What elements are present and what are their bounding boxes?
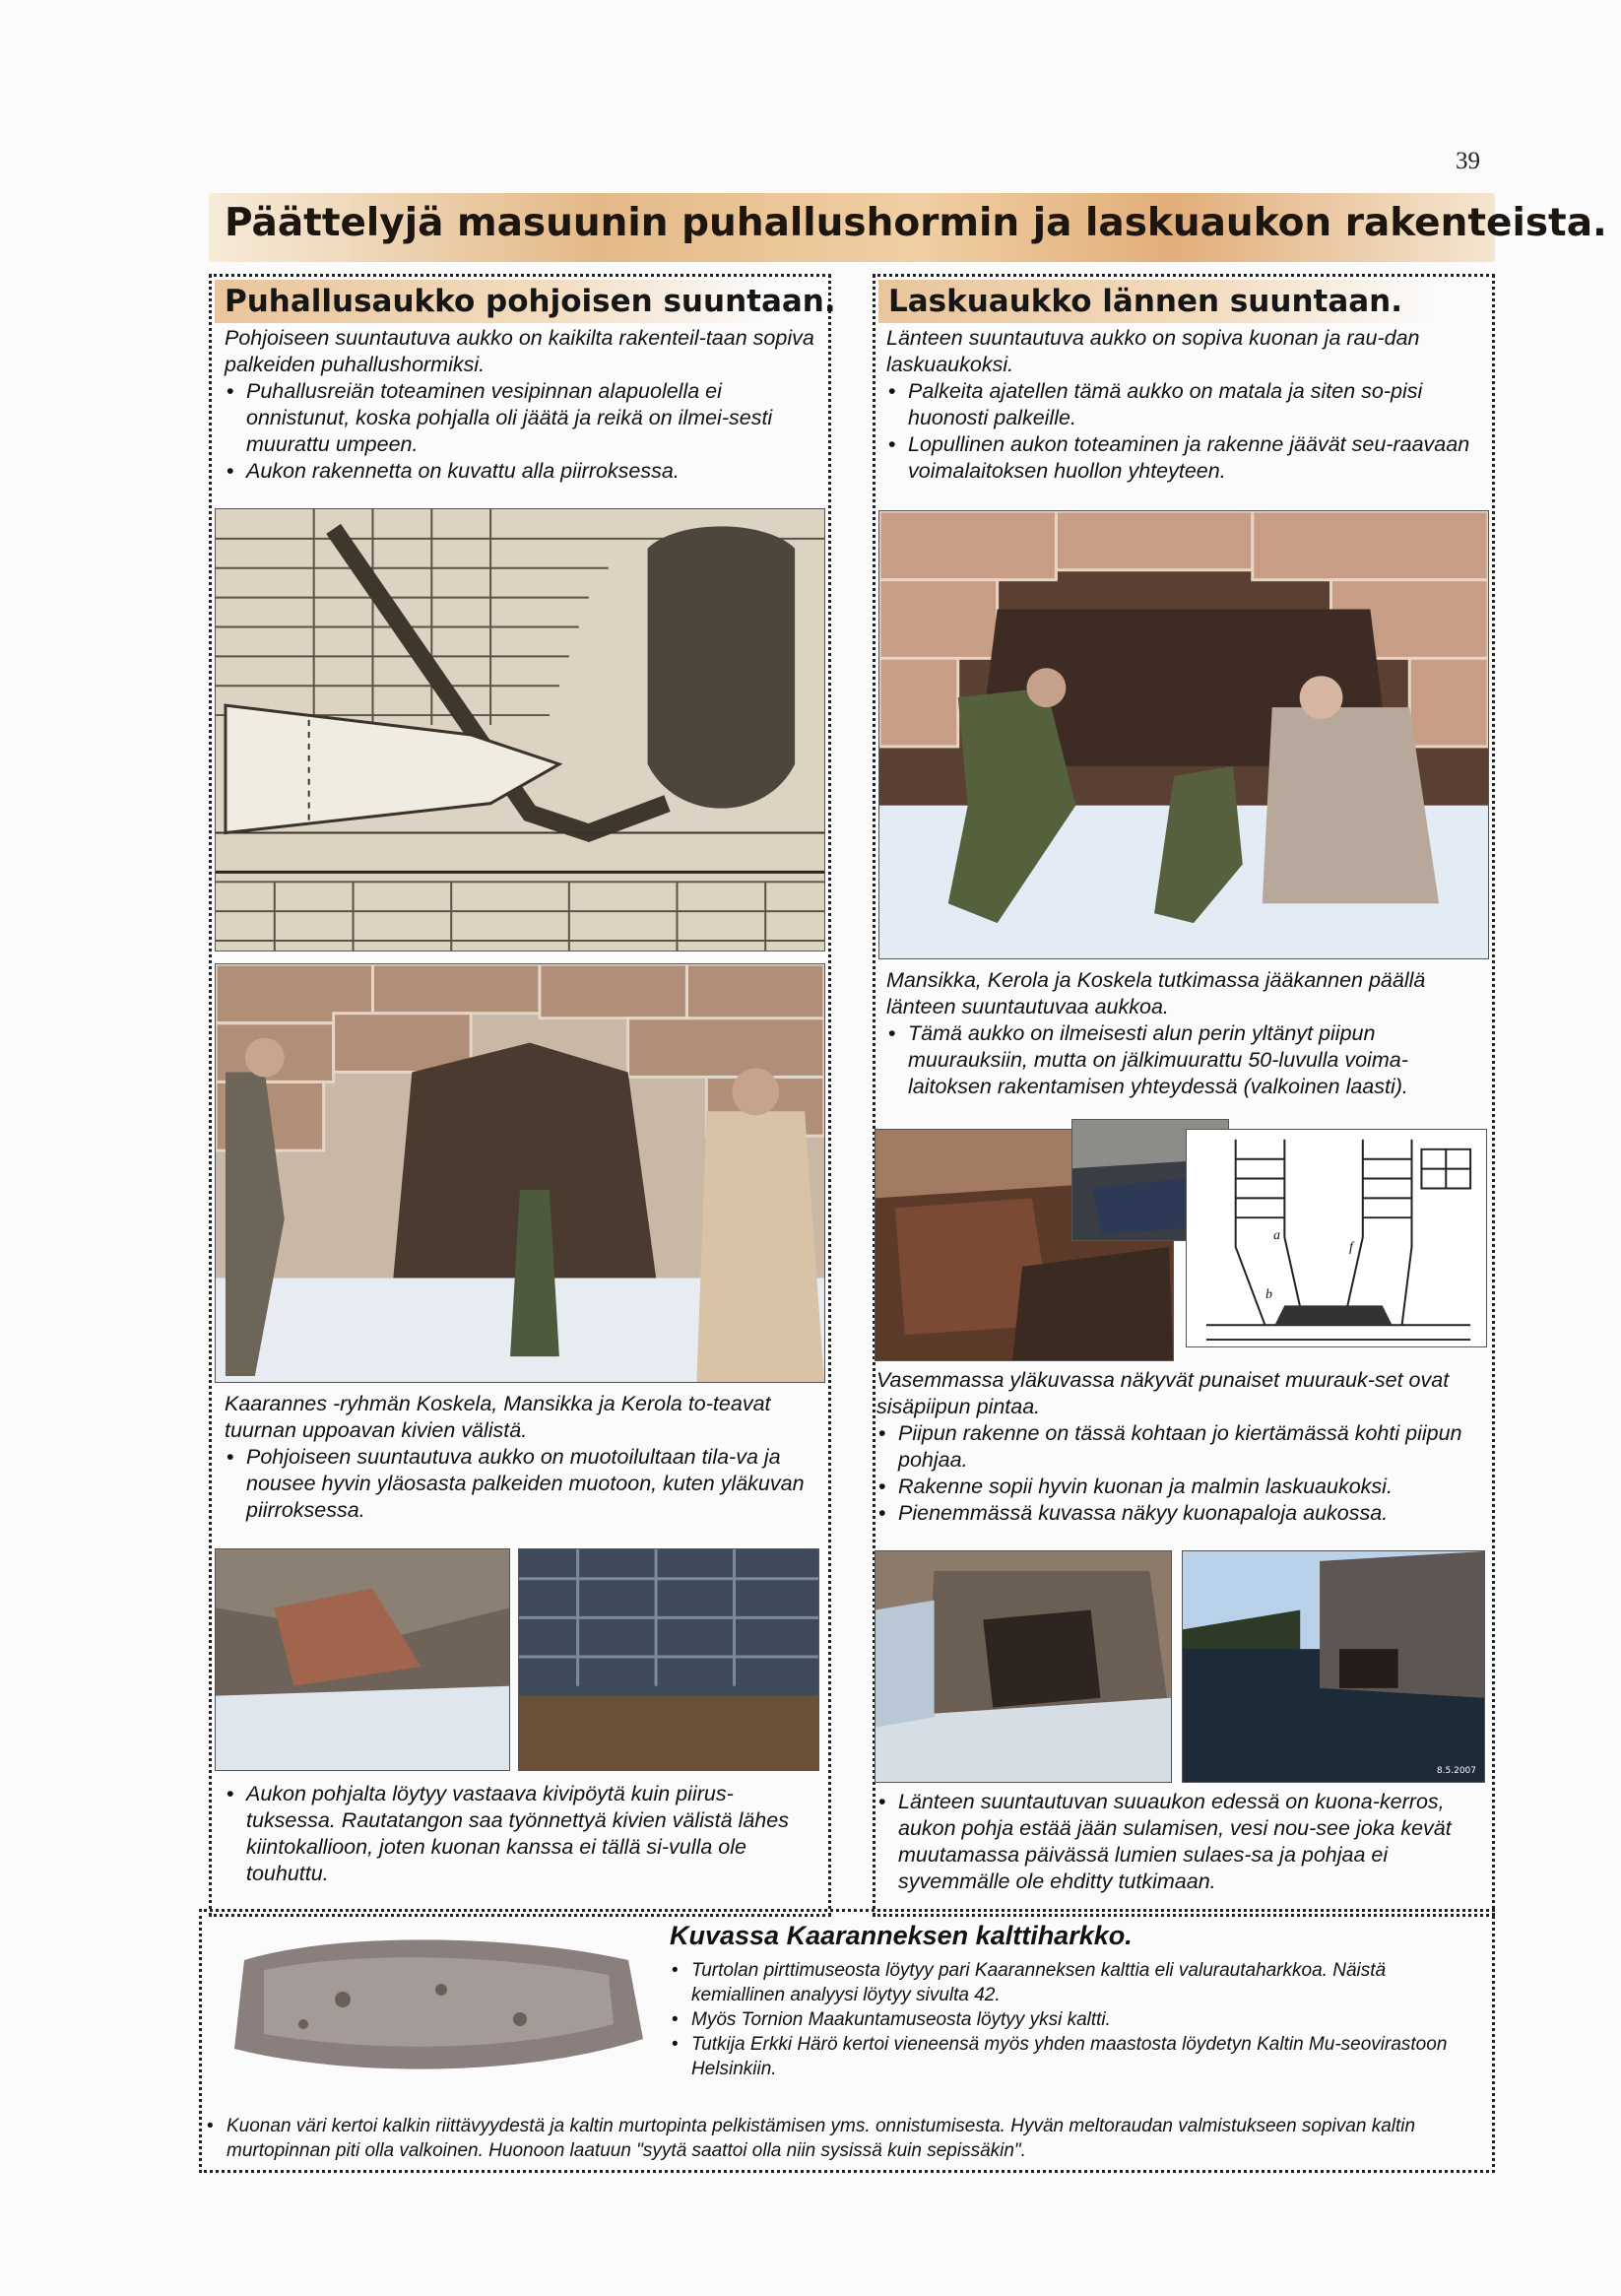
north-opening-photo bbox=[215, 963, 825, 1383]
right-caption-3-list bbox=[876, 1420, 1485, 1527]
left-caption-3 bbox=[225, 1781, 820, 1887]
west-opening-lake-photo-2 bbox=[1182, 1550, 1485, 1783]
ingot-section-title: Kuvassa Kaaranneksen kalttiharkko. bbox=[670, 1921, 1133, 1950]
right-section-heading: Laskuaukko lännen suuntaan. bbox=[878, 280, 1430, 323]
left-caption-2-list bbox=[225, 1444, 820, 1524]
ingot-bullet-2: • Myös Tornion Maakuntamuseosta löytyy yksi kaltti. bbox=[670, 2007, 1475, 2032]
left-caption-2 bbox=[225, 1391, 820, 1524]
ingot-bullet-list bbox=[670, 1958, 1475, 2081]
right-caption-2-bullet-1: • Tämä aukko on ilmeisesti alun perin yltänyt piipun muurauksiin, mutta on jälkimuurattu 50-luvulla voima-laitoksen rakentamisen yhteydessä (valkoinen laasti). bbox=[886, 1020, 1485, 1100]
cast-iron-ingot-photo bbox=[225, 1931, 648, 2078]
right-caption-2 bbox=[886, 967, 1485, 1100]
west-opening-lake-photo-1 bbox=[875, 1550, 1172, 1783]
right-caption-4 bbox=[876, 1789, 1485, 1895]
left-caption-2-intro: Kaarannes -ryhmän Koskela, Mansikka ja Kerola to-teavat tuurnan uppoavan kivien välistä. bbox=[225, 1392, 771, 1442]
right-caption-4-bullet-1: • Länteen suuntautuvan suuaukon edessä on kuona-kerros, aukon pohja estää jään sulamisen, vesi nou-see joka kevät muutamassa päivässä lumien sulaes-sa ja pohjaa ei syvemmälle ole ehditty tutkimaan. bbox=[876, 1789, 1485, 1895]
right-caption-2-list bbox=[886, 1020, 1485, 1100]
right-caption-3-bullet-1: • Piipun rakenne on tässä kohtaan jo kiertämässä kohti piipun pohjaa. bbox=[876, 1420, 1485, 1474]
right-caption-2-intro: Mansikka, Kerola ja Koskela tutkimassa jääkannen päällä länteen suuntautuvaa aukkoa. bbox=[886, 968, 1426, 1018]
photo-date-stamp: 8.5.2007 bbox=[1436, 1766, 1476, 1776]
ingot-bullet-1: • Turtolan pirttimuseosta löytyy pari Kaaranneksen kalttia eli valurautaharkkoa. Näistä kemiallinen analyysi löytyy sivulta 42. bbox=[670, 1958, 1475, 2007]
footer-list bbox=[205, 2114, 1485, 2163]
chimney-drawing bbox=[1186, 1129, 1487, 1347]
left-bullet-2: • Aukon rakennetta on kuvattu alla piirroksessa. bbox=[225, 458, 820, 485]
drawing-label-f: f bbox=[1349, 1240, 1353, 1255]
drawing-label-b: b bbox=[1265, 1287, 1272, 1302]
right-caption-3-bullet-2: • Rakenne sopii hyvin kuonan ja malmin laskuaukoksi. bbox=[876, 1474, 1485, 1500]
ingot-section-text bbox=[670, 1958, 1475, 2081]
left-section-heading: Puhallusaukko pohjoisen suuntaan. bbox=[215, 280, 766, 323]
left-intro-text bbox=[225, 325, 820, 485]
north-opening-floor-photo-1 bbox=[215, 1548, 510, 1771]
right-intro: Länteen suuntautuva aukko on sopiva kuonan ja rau-dan laskuaukoksi. bbox=[886, 326, 1420, 376]
left-bullet-1: • Puhallusreiän toteaminen vesipinnan alapuolella ei onnistunut, koska pohjalla oli jäätä ja reikä on ilmei-sesti muurattu umpeen. bbox=[225, 378, 820, 458]
left-intro: Pohjoiseen suuntautuva aukko on kaikilta rakenteil-taan sopiva palkeiden puhallushormiksi. bbox=[225, 326, 814, 376]
left-caption-2-bullet-1: • Pohjoiseen suuntautuva aukko on muotoilultaan tila-va ja nousee hyvin yläosasta palkeiden muotoon, kuten yläkuvan piirroksessa. bbox=[225, 1444, 820, 1524]
furnace-sketch-drawing bbox=[215, 508, 825, 951]
drawing-label-a: a bbox=[1273, 1228, 1280, 1243]
left-caption-3-list bbox=[225, 1781, 820, 1887]
right-caption-3 bbox=[876, 1367, 1485, 1527]
left-bullet-list bbox=[225, 378, 820, 485]
north-opening-floor-photo-2 bbox=[518, 1548, 819, 1771]
left-caption-3-bullet-1: • Aukon pohjalta löytyy vastaava kivipöytä kuin piirus-tuksessa. Rautatangon saa työnnettyä kivien välistä lähes kiintokallioon, joten kuonan kanssa ei tällä si-vulla ole touhuttu. bbox=[225, 1781, 820, 1887]
right-bullet-list bbox=[886, 378, 1485, 485]
right-bullet-2: • Lopullinen aukon toteaminen ja rakenne jäävät seu-raavaan voimalaitoksen huollon yhteyteen. bbox=[886, 431, 1485, 485]
ingot-bullet-3: • Tutkija Erkki Härö kertoi vieneensä myös yhden maastosta löydetyn Kaltin Mu-seovirastoon Helsinkiin. bbox=[670, 2032, 1475, 2081]
footer-text bbox=[205, 2114, 1485, 2163]
page-title: Päättelyjä masuunin puhallushormin ja laskuaukon rakenteista. bbox=[225, 201, 1607, 245]
right-bullet-1: • Palkeita ajatellen tämä aukko on matala ja siten so-pisi huonosti palkeille. bbox=[886, 378, 1485, 431]
page-number: 39 bbox=[1456, 148, 1480, 174]
west-opening-photo bbox=[878, 510, 1489, 959]
footer-bullet: • Kuonan väri kertoi kalkin riittävyydestä ja kaltin murtopinta pelkistämisen yms. onnistumisesta. Hyvän meltoraudan valmistukseen sopivan kaltin murtopinnan piti olla valkoinen. Huonoon laatuun "syytä saattoi olla niin sysissä kuin sepissäkin". bbox=[205, 2114, 1485, 2163]
right-caption-3-intro: Vasemmassa yläkuvassa näkyvät punaiset muurauk-set ovat sisäpiipun pintaa. bbox=[876, 1368, 1450, 1418]
right-caption-4-list bbox=[876, 1789, 1485, 1895]
right-caption-3-bullet-3: • Pienemmässä kuvassa näkyy kuonapaloja aukossa. bbox=[876, 1500, 1485, 1527]
right-intro-text bbox=[886, 325, 1485, 485]
